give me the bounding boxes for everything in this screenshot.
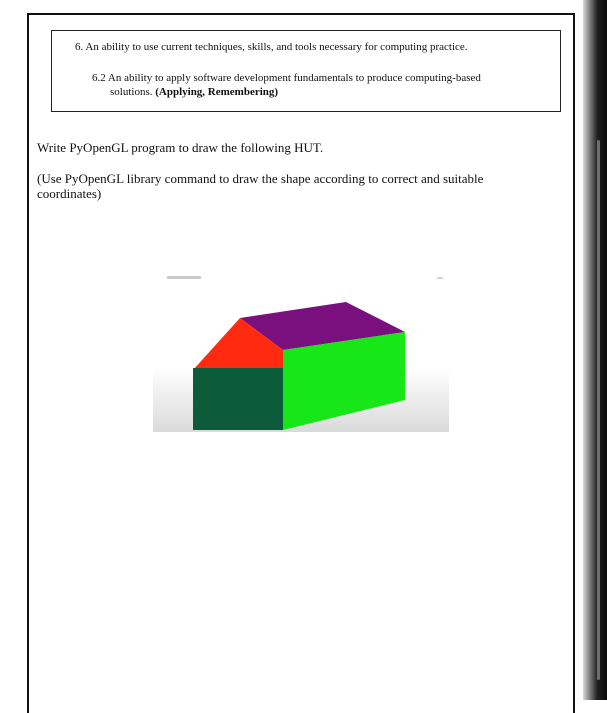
device-edge-shadow	[583, 0, 607, 700]
outcome-substatement	[92, 71, 481, 99]
question-instruction: Write PyOpenGL program to draw the following HUT.	[37, 140, 324, 155]
cognitive-level: (Applying, Remembering)	[155, 86, 279, 98]
learning-outcome-box	[51, 30, 561, 112]
outcome-sub-line1: 6.2 An ability to apply software development fundamentals to produce computing-based	[92, 72, 481, 84]
note-line1: (Use PyOpenGL library command to draw the shape according to correct and suitable	[37, 171, 484, 186]
hut-illustration	[153, 270, 449, 432]
outcome-sub-line2: solutions. (Applying, Remembering)	[110, 86, 279, 98]
scroll-indicator[interactable]	[597, 140, 600, 680]
question-note	[37, 171, 483, 201]
figure-caption-smudge	[167, 276, 201, 279]
outcome-statement: 6. An ability to use current techniques, skills, and tools necessary for computing practice.	[75, 41, 468, 53]
hut-front-wall	[193, 368, 283, 430]
figure-mark	[437, 277, 443, 279]
note-line2: coordinates)	[37, 186, 102, 201]
hut-figure	[153, 270, 449, 432]
document-page	[27, 13, 575, 713]
